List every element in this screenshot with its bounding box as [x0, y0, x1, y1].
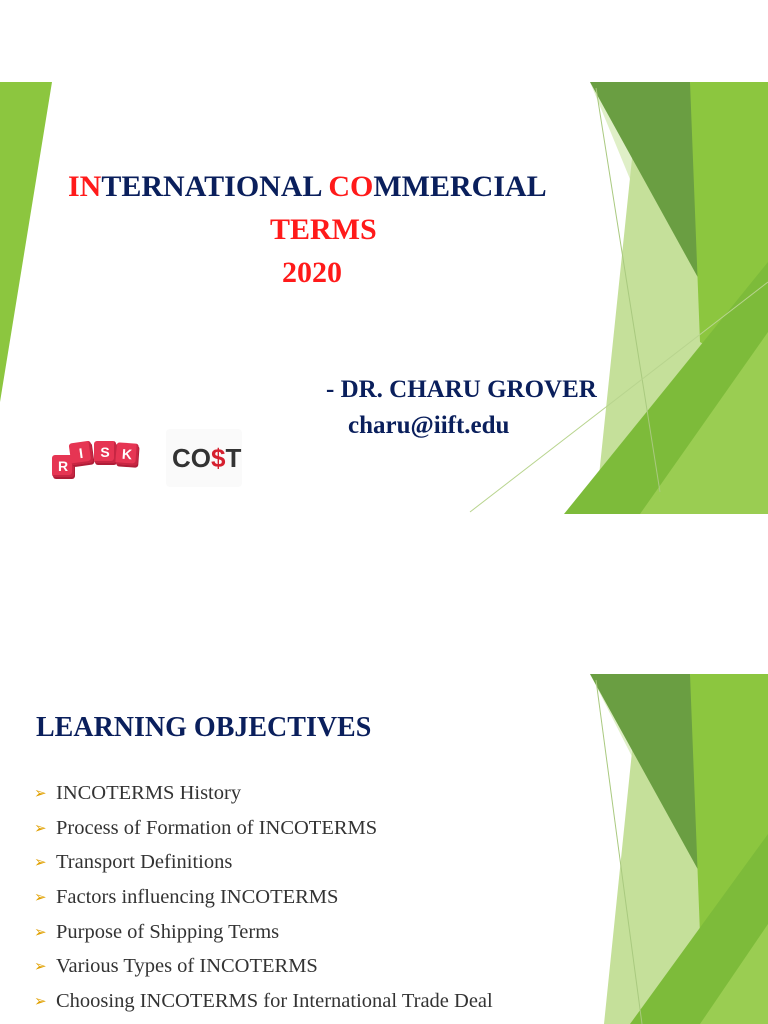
title-initial-in: IN [68, 170, 102, 203]
risk-logo-image [44, 420, 152, 486]
cost-logo-text [172, 443, 241, 474]
title-word-commercial: MMERCIAL [373, 170, 547, 203]
cost-logo-image [166, 429, 242, 487]
list-item-text: Choosing INCOTERMS for International Trade Deal [56, 989, 493, 1012]
list-item-text: Transport Definitions [56, 851, 233, 874]
learning-objectives-slide [0, 674, 768, 1024]
list-item-text: Process of Formation of INCOTERMS [56, 816, 378, 839]
list-item-text: INCOTERMS History [56, 781, 242, 804]
cost-logo-co: CO [172, 443, 211, 473]
list-item-text: Various Types of INCOTERMS [56, 955, 318, 978]
arrow-bullet-icon: ➢ [34, 889, 47, 906]
slide-title-year: 2020 [282, 256, 342, 289]
risk-cube-r: R [52, 455, 74, 477]
list-item [34, 984, 493, 1019]
risk-cube-k: K [115, 442, 138, 465]
title-slide [0, 82, 768, 514]
slide-title-line2: TERMS [270, 213, 377, 246]
list-item [34, 949, 493, 984]
author-name: - DR. CHARU GROVER [326, 376, 597, 403]
arrow-bullet-icon: ➢ [34, 820, 47, 837]
risk-cube-s: S [94, 441, 116, 463]
author-email: charu@iift.edu [348, 412, 510, 439]
title-initial-co: CO [328, 170, 374, 203]
risk-cube-i: I [69, 441, 94, 466]
arrow-bullet-icon: ➢ [34, 993, 47, 1010]
title-word-rest: TERNATIONAL [101, 170, 329, 203]
list-item-text: Factors influencing INCOTERMS [56, 885, 339, 908]
slide-title: LEARNING OBJECTIVES [36, 712, 372, 743]
objectives-list [34, 776, 493, 1019]
cost-logo-dollar: $ [211, 443, 226, 473]
list-item [34, 880, 493, 915]
slide-title-line1 [68, 170, 768, 204]
cost-logo-t: T [225, 443, 242, 473]
list-item [34, 811, 493, 846]
arrow-bullet-icon: ➢ [34, 924, 47, 941]
arrow-bullet-icon: ➢ [34, 855, 47, 872]
list-item-text: Purpose of Shipping Terms [56, 920, 280, 943]
arrow-bullet-icon: ➢ [34, 959, 47, 976]
list-item [34, 845, 493, 880]
list-item [34, 915, 493, 950]
list-item [34, 776, 493, 811]
arrow-bullet-icon: ➢ [34, 785, 47, 802]
